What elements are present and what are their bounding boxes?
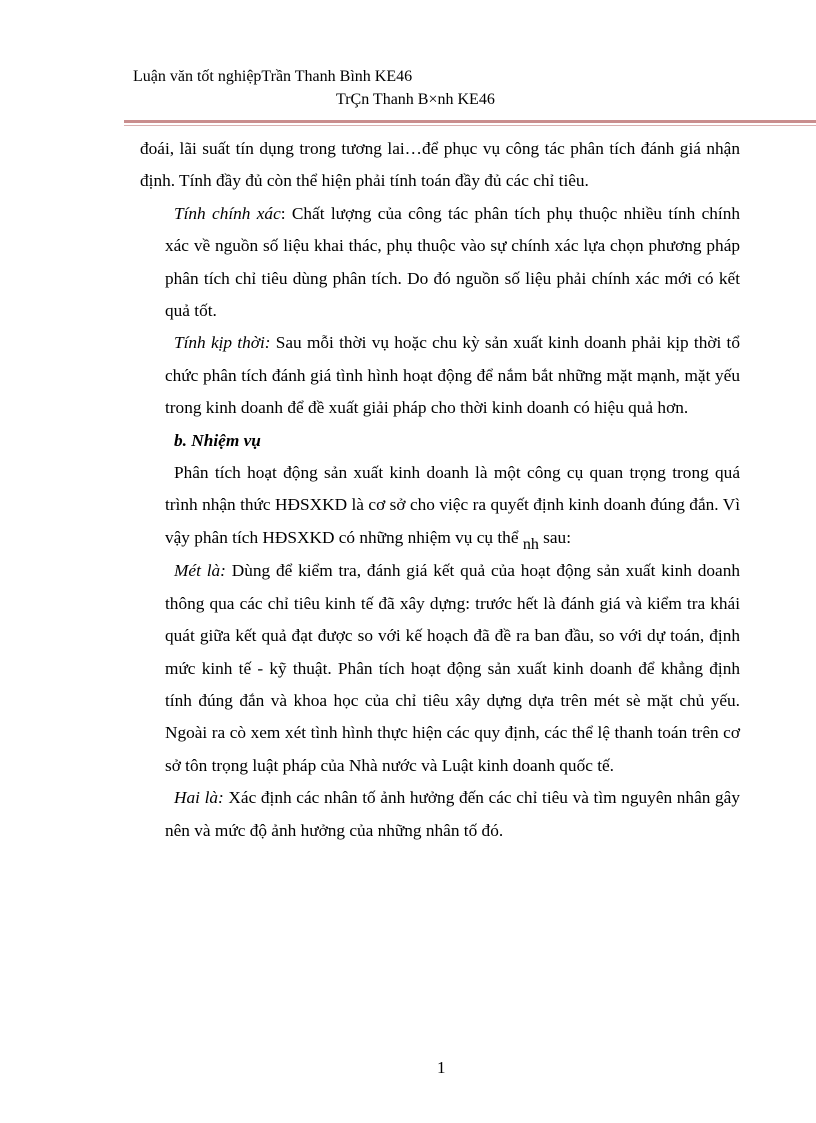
paragraph-lead-timeliness: Tính kịp thời: <box>174 333 271 353</box>
paragraph-end: sau: <box>543 527 571 547</box>
header-divider <box>124 120 816 123</box>
paragraph-task-one <box>165 555 740 782</box>
paragraph-text: Xác định các nhân tố ảnh hưởng đến các chỉ tiêu và tìm nguyên nhân gây nên và mức độ ảnh hưởng của những nhân tố đó. <box>165 788 740 840</box>
paragraph-lead-one: Mét là: <box>174 561 226 581</box>
paragraph-timeliness <box>165 327 740 424</box>
paragraph-text: : Chất lượng của công tác phân tích phụ thuộc nhiều tính chính xác về nguồn số liệu khai thác, phụ thuộc vào sự chính xác lựa chọn phương pháp phân tích chỉ tiêu dùng phân tích. Do đó nguồn số liệu phải chính xác mới có kết quả tốt. <box>165 203 741 321</box>
paragraph-lead-two: Hai là: <box>174 788 224 808</box>
page-number: 1 <box>437 1058 446 1077</box>
header-divider-thin <box>124 125 816 126</box>
paragraph-text: Dùng để kiểm tra, đánh giá kết quả của hoạt động sản xuất kinh doanh thông qua các chỉ tiêu kinh tế đã xây dựng: trước hết là đánh giá và kiểm tra khái quát giữa kết quả đạt được so với kế hoạch đã đề ra ban đầu, so với dự toán, định mức kinh tế - kỹ thuật. Phân tích hoạt động sản xuất kinh doanh để khẳng định tính đúng đắn và khoa học của chỉ tiêu xây dựng dựa trên mét sè mặt chủ yếu. Ngoài ra cò xem xét tình hình thực hiện các quy định, các thể lệ thanh toán trên cơ sở tôn trọng luật pháp của Nhà nước và Luật kinh doanh quốc tế. <box>165 561 740 775</box>
paragraph-continuation <box>140 133 740 198</box>
paragraph-tasks-intro <box>165 457 740 555</box>
paragraph-text: đoái, lãi suất tín dụng trong tương lai…để phục vụ công tác phân tích đánh giá nhận định. Tính đầy đủ còn thể hiện phải tính toán đầy đủ các chỉ tiêu. <box>140 139 740 191</box>
paragraph-text: Phân tích hoạt động sản xuất kinh doanh là một công cụ quan trọng trong quá trình nhận thức HĐSXKD là cơ sở cho việc ra quyết định kinh doanh đúng đắn. Vì vậy phân tích HĐSXKD có những nhiệm vụ cụ thể <box>165 463 740 547</box>
section-heading: b. Nhiệm vụ <box>174 430 261 450</box>
paragraph-text: Sau mỗi thời vụ hoặc chu kỳ sản xuất kinh doanh phải kịp thời tổ chức phân tích đánh giá tình hình hoạt động để nắm bắt những mặt mạnh, mặt yếu trong kinh doanh để đề xuất giải pháp cho thời kinh doanh có hiệu quả hơn. <box>165 333 740 418</box>
subscript-fragment: nh <box>522 535 539 553</box>
paragraph-lead-accuracy: Tính chính xác <box>174 203 281 223</box>
header-subtitle: TrÇn Thanh B×nh KE46 <box>336 91 495 108</box>
header-title: Luận văn tốt nghiệpTrần Thanh Bình KE46 <box>133 68 413 85</box>
paragraph-task-two <box>165 782 740 847</box>
document-body <box>140 133 741 847</box>
paragraph-accuracy <box>165 198 740 328</box>
